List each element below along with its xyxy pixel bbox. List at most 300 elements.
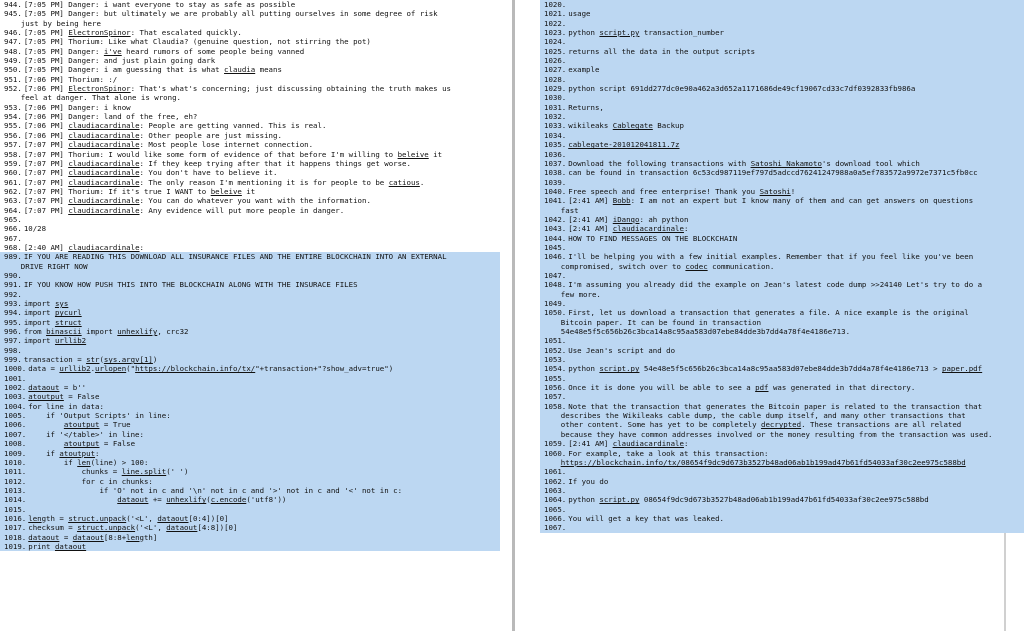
line-text: [7:07 PM] Thorium: If it's true I WANT to beleive it [23, 186, 256, 196]
line-text: [7:07 PM] claudiacardinale: The only reason I'm mentioning it is for people to be catious. [23, 177, 425, 187]
text-line [540, 439, 1024, 448]
line-number: 966. [4, 224, 22, 234]
line-number: 998. [4, 345, 22, 355]
line-number: 992. [4, 289, 22, 299]
text-line [540, 234, 1024, 243]
text-line [540, 47, 1024, 56]
line-text: transaction = str(sys.argv[1]) [23, 355, 158, 365]
text-line [540, 56, 1024, 65]
line-number: 1033. [544, 121, 567, 131]
line-number: 996. [4, 327, 22, 337]
line-text: usage [568, 9, 591, 19]
line-number: 946. [4, 28, 22, 38]
line-text: from binascii import unhexlify, crc32 [23, 327, 189, 337]
line-number: 1020. [544, 0, 567, 9]
text-line [0, 262, 500, 271]
text-line [540, 103, 1024, 112]
line-text: python script.py 54e48e5f5c656b26c3bca14a8c95aa583d07ebe84dde3b7dd4a78f4e4186e713 > paper.pdf [568, 364, 983, 374]
line-number: 995. [4, 317, 22, 327]
right-text-column[interactable] [540, 0, 1024, 631]
text-line [0, 318, 500, 327]
line-number: 1014. [4, 495, 27, 505]
text-line [540, 150, 1024, 159]
line-text: First, let us download a transaction that generates a file. A nice example is the original [568, 308, 969, 318]
text-line [540, 392, 1024, 401]
line-text: 54e48e5f5c656b26c3bca14a8c95aa583d07ebe84dde3b7dd4a78f4e4186e713. [560, 327, 851, 337]
line-text: [7:05 PM] ElectronSpinor: That escalated quickly. [23, 28, 242, 38]
line-text: other content. Some has yet to be completely decrypted. These transactions are all related [560, 420, 962, 430]
text-line [0, 65, 500, 74]
text-line [0, 271, 500, 280]
text-line [540, 467, 1024, 476]
text-line [0, 215, 500, 224]
line-text: [7:05 PM] Danger: i want everyone to stay as safe as possible [23, 0, 296, 9]
line-number: 1045. [544, 242, 567, 252]
text-line [540, 430, 1024, 439]
text-line [540, 84, 1024, 93]
line-number: 955. [4, 121, 22, 131]
line-text: [7:06 PM] claudiacardinale: People are getting vanned. This is real. [23, 121, 327, 131]
line-number: 960. [4, 168, 22, 178]
text-line [0, 140, 500, 149]
text-line [540, 121, 1024, 130]
text-line [540, 486, 1024, 495]
line-number: 994. [4, 308, 22, 318]
text-line [0, 93, 500, 102]
line-text: print dataout [28, 541, 87, 551]
text-line [540, 243, 1024, 252]
line-number: 968. [4, 242, 22, 252]
text-line [540, 28, 1024, 37]
line-text: [7:07 PM] claudiacardinale: If they keep trying after that it happens things get worse. [23, 158, 411, 168]
line-number: 1064. [544, 495, 567, 505]
line-number: 958. [4, 149, 22, 159]
line-text: [7:06 PM] ElectronSpinor: That's what's concerning; just discussing obtaining the truth makes us [23, 84, 451, 94]
text-line [0, 439, 500, 448]
text-line [0, 243, 500, 252]
line-number: 1036. [544, 149, 567, 159]
text-line [540, 505, 1024, 514]
line-text: [7:06 PM] Danger: land of the free, eh? [23, 112, 198, 122]
line-number: 962. [4, 186, 22, 196]
line-text: feel at danger. That alone is wrong. [20, 93, 181, 103]
line-text: can be found in transaction 6c53cd987119ef797d5adccd76241247988a0a5ef783572a9972e7371c5fb0cc [568, 168, 978, 178]
line-text: if '</table>' in line: [28, 429, 144, 439]
text-line [540, 402, 1024, 411]
text-line [540, 65, 1024, 74]
left-text-column[interactable] [0, 0, 500, 631]
line-text: for line in data: [28, 401, 104, 411]
text-line [0, 327, 500, 336]
text-line [540, 252, 1024, 261]
line-number: 957. [4, 140, 22, 150]
line-text: atoutput = False [63, 439, 136, 449]
text-line [0, 355, 500, 364]
line-text: atoutput = False [28, 392, 100, 402]
text-line [0, 150, 500, 159]
line-text: if 'Output Scripts' in line: [28, 411, 171, 421]
text-line [0, 112, 500, 121]
text-line [0, 196, 500, 205]
line-text: import pycurl [23, 308, 82, 318]
text-line [540, 262, 1024, 271]
text-line [540, 131, 1024, 140]
line-number: 1054. [544, 364, 567, 374]
line-number: 1010. [4, 457, 27, 467]
line-number: 1001. [4, 373, 27, 383]
text-line [0, 477, 500, 486]
text-line [0, 103, 500, 112]
line-number: 990. [4, 270, 22, 280]
line-text: cablegate-201012041811.7z [568, 140, 680, 150]
text-line [540, 318, 1024, 327]
text-line [540, 364, 1024, 373]
text-line [540, 449, 1024, 458]
line-number: 1018. [4, 532, 27, 542]
text-line [0, 84, 500, 93]
line-number: 1048. [544, 280, 567, 290]
line-number: 1021. [544, 9, 567, 19]
text-line [540, 19, 1024, 28]
line-text: [7:07 PM] Thorium: I would like some form of evidence of that before I'm willing to beleive it [23, 149, 443, 159]
text-line [540, 215, 1024, 224]
line-text: if len(line) > 100: [28, 457, 149, 467]
line-number: 1025. [544, 46, 567, 56]
line-number: 997. [4, 336, 22, 346]
text-line [0, 159, 500, 168]
line-text: import struct [23, 317, 82, 327]
text-line [540, 523, 1024, 532]
line-text: [7:06 PM] Thorium: :/ [23, 74, 118, 84]
line-number: 993. [4, 299, 22, 308]
text-line [0, 9, 500, 18]
line-text: Bitcoin paper. It can be found in transaction [560, 317, 762, 327]
line-text: returns all the data in the output scripts [568, 46, 756, 56]
text-line [0, 430, 500, 439]
line-number: 1063. [544, 485, 567, 495]
line-text: [2:40 AM] claudiacardinale: [23, 242, 144, 252]
line-number: 1011. [4, 467, 27, 477]
line-text: [7:07 PM] claudiacardinale: Any evidence will put more people in danger. [23, 205, 345, 215]
line-number: 945. [4, 9, 22, 19]
text-line [540, 206, 1024, 215]
line-text: python script.py 08654f9dc9d673b3527b48ad06ab1b199ad47b61fd54033af30c2ee975c588bd [568, 495, 929, 505]
line-number: 965. [4, 214, 22, 224]
text-line [0, 336, 500, 345]
line-number: 1009. [4, 448, 27, 458]
text-line [540, 420, 1024, 429]
text-line [540, 458, 1024, 467]
line-number: 1041. [544, 196, 567, 206]
line-number: 1061. [544, 467, 567, 477]
line-number: 1003. [4, 392, 27, 402]
line-number: 1032. [544, 112, 567, 122]
text-line [0, 308, 500, 317]
text-line [540, 290, 1024, 299]
line-text: [2:41 AM] iDanqo: ah python [568, 214, 689, 224]
line-text: because they have common addresses involved or the money resulting from the transaction was used. [560, 429, 993, 439]
text-line [540, 187, 1024, 196]
text-line [540, 308, 1024, 317]
line-text: Note that the transaction that generates the Bitcoin paper is related to the transaction that [568, 401, 983, 411]
line-text: Once it is done you will be able to see a pdf was generated in that directory. [568, 383, 916, 393]
line-number: 1044. [544, 233, 567, 243]
line-text: import urllib2 [23, 336, 87, 346]
line-text: compromised, switch over to codec communication. [560, 261, 775, 271]
text-line [0, 533, 500, 542]
text-line [540, 37, 1024, 46]
line-number: 1028. [544, 74, 567, 84]
line-number: 1040. [544, 186, 567, 196]
line-number: 948. [4, 46, 22, 56]
text-line [0, 420, 500, 429]
text-line [0, 224, 500, 233]
line-text: python script.py transaction_number [568, 28, 724, 38]
text-line [0, 206, 500, 215]
line-number: 1060. [544, 448, 567, 458]
line-text: dataout += unhexlify(c.encode('utf8')) [117, 495, 287, 505]
text-line [0, 19, 500, 28]
line-text: IF YOU KNOW HOW PUSH THIS INTO THE BLOCKCHAIN ALONG WITH THE INSURACE FILES [23, 280, 358, 290]
line-number: 1008. [4, 439, 27, 449]
line-text: example [568, 65, 600, 75]
text-line [540, 280, 1024, 289]
line-number: 1051. [544, 336, 567, 346]
text-line [0, 75, 500, 84]
text-line [0, 514, 500, 523]
text-line [0, 364, 500, 373]
text-line [540, 299, 1024, 308]
line-number: 1059. [544, 439, 567, 449]
line-number: 991. [4, 280, 22, 290]
text-line [0, 178, 500, 187]
text-line [0, 131, 500, 140]
line-number: 1034. [544, 130, 567, 140]
line-text: atoutput = True [63, 420, 131, 430]
line-number: 1019. [4, 541, 27, 551]
line-number: 1035. [544, 140, 567, 150]
line-number: 1039. [544, 177, 567, 187]
line-number: 952. [4, 84, 22, 94]
text-line [540, 411, 1024, 420]
text-line [0, 383, 500, 392]
text-line [540, 336, 1024, 345]
text-line [0, 168, 500, 177]
line-number: 989. [4, 252, 22, 262]
line-number: 949. [4, 56, 22, 66]
line-text: https://blockchain.info/tx/08654f9dc9d673b3527b48ad06ab1b199ad47b61fd54033af30c2ee975c588bd [560, 457, 966, 467]
line-number: 1055. [544, 373, 567, 383]
text-line [540, 196, 1024, 205]
text-line [540, 112, 1024, 121]
line-number: 963. [4, 196, 22, 206]
line-text: python script 691dd277dc0e90a462a3d652a1171686de49cf19067cd33c7df0392833fb986a [568, 84, 916, 94]
line-text: HOW TO FIND MESSAGES ON THE BLOCKCHAIN [568, 233, 738, 243]
line-text: [7:07 PM] claudiacardinale: You can do whatever you want with the information. [23, 196, 371, 206]
text-line [0, 495, 500, 504]
text-line [0, 280, 500, 289]
right-line-list [540, 0, 1024, 533]
line-number: 1002. [4, 383, 27, 393]
line-text: [7:07 PM] claudiacardinale: You don't have to believe it. [23, 168, 278, 178]
line-text: Download the following transactions with Satoshi Nakamoto's download tool which [568, 158, 920, 168]
line-text: if 'O' not in c and '\n' not in c and '>' not in c and '<' not in c: [28, 485, 403, 495]
text-line [0, 486, 500, 495]
line-text: For example, take a look at this transaction: [568, 448, 769, 458]
text-line [540, 514, 1024, 523]
line-number: 999. [4, 355, 22, 365]
text-line [540, 374, 1024, 383]
line-text: wikileaks Cablegate Backup [568, 121, 684, 131]
text-line [0, 37, 500, 46]
text-line [540, 327, 1024, 336]
line-text: [7:05 PM] Danger: and just plain going dark [23, 56, 216, 66]
line-text: import sys [23, 299, 69, 308]
left-line-list [0, 0, 500, 551]
line-text: Free speech and free enterprise! Thank you Satoshi! [568, 186, 796, 196]
line-number: 1057. [544, 392, 567, 402]
line-text: checksum = struct.unpack('<L', dataout[4:8])[0] [28, 523, 238, 533]
text-line [0, 56, 500, 65]
text-line [0, 411, 500, 420]
line-number: 1004. [4, 401, 27, 411]
line-text: [7:07 PM] claudiacardinale: Most people lose internet connection. [23, 140, 314, 150]
text-line [540, 495, 1024, 504]
line-text: chunks = line.split(' ') [28, 467, 189, 477]
text-line [0, 252, 500, 261]
line-number: 1016. [4, 513, 27, 523]
line-number: 1005. [4, 411, 27, 421]
line-number: 951. [4, 74, 22, 84]
text-line [0, 467, 500, 476]
text-line [540, 159, 1024, 168]
line-number: 1052. [544, 345, 567, 355]
text-line [540, 346, 1024, 355]
line-number: 1024. [544, 37, 567, 47]
text-line [0, 290, 500, 299]
line-number: 1047. [544, 270, 567, 280]
line-text: I'll be helping you with a few initial examples. Remember that if you feel like you've been [568, 252, 974, 262]
line-number: 944. [4, 0, 22, 9]
line-number: 1065. [544, 504, 567, 514]
line-text: dataout = dataout[8:8+length] [28, 532, 158, 542]
line-text: [7:05 PM] Thorium: Like what Claudia? (genuine question, not stirring the pot) [23, 37, 371, 47]
text-line [0, 523, 500, 532]
line-text: 10/28 [23, 224, 47, 234]
text-line [0, 542, 500, 551]
line-number: 953. [4, 102, 22, 112]
line-text: [7:06 PM] claudiacardinale: Other people are just missing. [23, 130, 282, 140]
line-number: 959. [4, 158, 22, 168]
line-number: 1058. [544, 401, 567, 411]
line-number: 1029. [544, 84, 567, 94]
line-number: 947. [4, 37, 22, 47]
line-text: for c in chunks: [28, 476, 153, 486]
line-number: 1037. [544, 158, 567, 168]
line-number: 1013. [4, 485, 27, 495]
line-number: 956. [4, 130, 22, 140]
line-number: 1066. [544, 513, 567, 523]
line-number: 1027. [544, 65, 567, 75]
line-text: fast [560, 205, 579, 215]
text-line [540, 355, 1024, 364]
line-text: few more. [560, 289, 601, 299]
line-number: 1042. [544, 214, 567, 224]
text-line [0, 374, 500, 383]
line-number: 1000. [4, 364, 27, 374]
line-number: 964. [4, 205, 22, 215]
line-text: if atoutput: [28, 448, 100, 458]
line-number: 967. [4, 233, 22, 243]
line-text: data = urllib2.urlopen("https://blockchain.info/tx/"+transaction+"?show_adv=true") [28, 364, 394, 374]
text-line [0, 402, 500, 411]
line-text: [2:41 AM] claudiacardinale: [568, 224, 689, 234]
line-text: Use Jean's script and do [568, 345, 676, 355]
text-line [0, 449, 500, 458]
line-text: just by being here [20, 18, 101, 28]
line-text: [2:41 AM] Bobb: I am not an expert but I know many of them and can get answers on questions [568, 196, 974, 206]
line-text: [7:05 PM] Danger: but ultimately we are probably all putting ourselves in some degree of risk [23, 9, 438, 19]
line-text: DRIVE RIGHT NOW [20, 261, 88, 271]
line-number: 1038. [544, 168, 567, 178]
line-text: [7:06 PM] Danger: i know [23, 102, 131, 112]
line-text: You will get a key that was leaked. [568, 513, 724, 523]
line-text: describes the Wikileaks cable dump, the cable dump itself, and many other transactions that [560, 411, 966, 421]
line-number: 950. [4, 65, 22, 75]
text-line [540, 224, 1024, 233]
text-line [0, 0, 500, 9]
text-line [0, 121, 500, 130]
line-number: 1023. [544, 28, 567, 38]
text-line [0, 392, 500, 401]
text-line [540, 93, 1024, 102]
line-text: I'm assuming you already did the example on Jean's latest code dump >>24140 Let's try to do a [568, 280, 983, 290]
text-line [0, 299, 500, 308]
line-text: [7:05 PM] Danger: i've heard rumors of some people being vanned [23, 46, 305, 56]
line-text: IF YOU ARE READING THIS DOWNLOAD ALL INSURANCE FILES AND THE ENTIRE BLOCKCHAIN INTO AN EXTERNAL [23, 252, 447, 262]
line-number: 1030. [544, 93, 567, 103]
line-number: 1046. [544, 252, 567, 262]
text-line [0, 28, 500, 37]
line-number: 1006. [4, 420, 27, 430]
text-line [540, 383, 1024, 392]
line-number: 1053. [544, 355, 567, 365]
line-number: 1015. [4, 504, 27, 514]
line-number: 1017. [4, 523, 27, 533]
text-line [0, 234, 500, 243]
text-line [0, 505, 500, 514]
text-line [0, 346, 500, 355]
line-number: 1050. [544, 308, 567, 318]
text-line [540, 271, 1024, 280]
line-number: 1031. [544, 102, 567, 112]
text-line [540, 178, 1024, 187]
line-text: [2:41 AM] claudiacardinale: [568, 439, 689, 449]
line-text: [7:05 PM] Danger: i am guessing that is what claudia means [23, 65, 282, 75]
text-line [0, 47, 500, 56]
line-text: length = struct.unpack('<L', dataout[0:4])[0] [28, 513, 229, 523]
text-line [540, 168, 1024, 177]
line-text: If you do [568, 476, 609, 486]
text-line [540, 140, 1024, 149]
text-line [540, 75, 1024, 84]
text-line [540, 477, 1024, 486]
line-number: 1067. [544, 523, 567, 533]
line-number: 1022. [544, 18, 567, 28]
line-number: 1007. [4, 429, 27, 439]
line-number: 1043. [544, 224, 567, 234]
text-line [540, 9, 1024, 18]
